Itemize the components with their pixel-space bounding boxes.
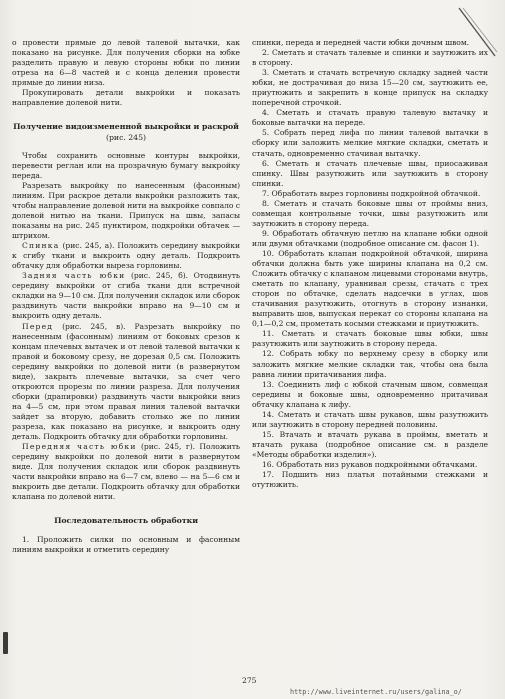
list-item: 12. Собрать юбку по верхнему срезу в сборку или заложить мягкие мелкие складки так, чтобы она была равна линии притачивания лифа. <box>252 349 488 379</box>
part-label: Задняя часть юбки <box>22 271 126 281</box>
paragraph-text: (рис. 245, г). Положить середину выкройки по долевой нити в развернутом виде. Для получения складок или сборок раздвинуть части выкройки вправо на 6—7 см, влево — на 5—6 см и выкроить две детали. Подкроить обтачку для обработки клапана по долевой нити. <box>12 442 240 502</box>
list-item: 7. Обработать вырез горловины подкройной обтачкой. <box>262 188 481 198</box>
paragraph: Разрезать выкройку по нанесенным (фасонным) линиям. При раскрое детали выкройки разложить так, чтобы направление долевой нити на выкройке совпало с долевой нитью на ткани. Припуск на швы, запасы показаны на рис. 245 пунктиром, подкройки обтачек — штрихом. <box>12 180 240 241</box>
list-item: 4. Сметать и стачать правую талевую вытачку и боковые вытачки на переде. <box>252 108 488 128</box>
list-item: 3. Сметать и стачать встречную складку задней части юбки, не дострачивая до низа 15—20 см, заутюжить ее, приутюжить и закрепить в конце припуск на складку поперечной строчкой. <box>252 68 488 108</box>
list-item: 8. Сметать и стачать боковые швы от проймы вниз, совмещая контрольные точки, швы разутюжить или заутюжить в сторону переда. <box>252 198 488 228</box>
page-number: 275 <box>242 676 257 685</box>
paragraph: Чтобы сохранить основные контуры выкройки, перевести реглан или на прозрачную бумагу выкройку переда. <box>12 150 240 180</box>
paragraph: 1. Проложить силки по основным и фасонным линиям выкройки и отметить середину <box>12 534 240 554</box>
paragraph: Прокупировать детали выкройки и показать направление долевой нити. <box>12 88 240 108</box>
list-item: 2. Сметать и стачать талевые и спинки и заутюжить их в сторону. <box>252 48 488 68</box>
part-label: Передняя часть юбки <box>22 442 137 452</box>
section-heading <box>12 122 240 142</box>
paragraph: о провести прямые до левой талевой вытачки, как показано на рисунке. Для получения сборки на юбке разделить правую и левую стороны юбки по линии отреза на 6—8 частей и с конца деления провести прямые до линии низа. <box>12 38 240 88</box>
list-item: 5. Собрать перед лифа по линии талевой вытачки в сборку или заложить мелкие мягкие складки, сметать и стачать, одновременно стачивая вытачку. <box>252 128 488 158</box>
list-item: 17. Подшить низ платья потайными стежками и отутюжить. <box>252 470 488 490</box>
watermark-url: http://www.liveinternet.ru/users/galina_o/ <box>290 688 462 696</box>
left-column <box>12 38 240 555</box>
list-item: 13. Соединить лиф с юбкой стачным швом, совмещая середины и боковые швы, одновременно притачивая обтачку клапана к лифу. <box>252 379 488 409</box>
heading-ref: (рис. 245) <box>106 132 146 142</box>
paragraph <box>12 241 240 271</box>
part-label: Перед <box>22 321 54 331</box>
heading-text: Получение видоизмененной выкройки и раскрой <box>13 122 239 132</box>
list-item: 9. Обработать обтачную петлю на клапане юбки одной или двумя обтачками (подробное описание см. фасон 1). <box>252 228 488 248</box>
paragraph-text: (рис. 245, в). Разрезать выкройку по нанесенным (фасонным) линиям от боковых срезов к концам плечевых вытачек и от левой талевой вытачки к правой и боковому срезу, не дорезая 0,5 см. Положить середину выкройки по долевой нити (в развернутом виде), закрыть плечевые вытачки, за счет чего откроются прорезы по линии разреза. Для получения сборки (драпировки) раздвинуть части выкройки вниз на 4—5 см, при этом правая линия талевой вытачки зайдет за вторую, добавить столько же по линии разреза, как показано на рисунке, и выкроить одну деталь. Подкроить обтачку для обработки горловины. <box>12 321 240 442</box>
list-item: 15. Втачать и втачать рукава в проймы, вметать и втачать рукава (подробное описание см. в разделе «Методы обработки изделия»). <box>252 429 488 459</box>
paragraph-text: (рис. 245, а). Положить середину выкройки к сгибу ткани и выкроить одну деталь. Подкроить обтачку для обработки выреза горловины. <box>12 241 240 271</box>
list-item: 14. Сметать и стачать швы рукавов, швы разутюжить или заутюжить в сторону передней половины. <box>252 409 488 429</box>
paragraph <box>12 271 240 321</box>
section-heading: Последовательность обработки <box>54 516 198 526</box>
paragraph <box>12 322 240 443</box>
list-item: 16. Обработать низ рукавов подкройными обтачками. <box>262 459 478 469</box>
binding-mark <box>3 632 8 654</box>
paragraph: спинки, переда и передней части юбки дочным швом. <box>252 38 470 47</box>
list-item: 6. Сметать и стачать плечевые швы, приосаживая спинку. Швы разутюжить или заутюжить в сторону спинки. <box>252 158 488 188</box>
list-item: 10. Обработать клапан подкройной обтачкой, ширина обтачки должна быть уже ширины клапана на 0,2 см. Сложить обтачку с клапаном лицевыми сторонами внутрь, сметать по клапану, уравнивая срезы, стачать с трех сторон по обтачке, сделать надсечки в углах, шов стачивания разутюжить, отогнуть в сторону изнанки, выправить шов, выпуская перекат со стороны клапана на 0,1—0,2 см, прометать косыми стежками и приутюжить. <box>252 248 488 329</box>
paragraph <box>12 442 240 502</box>
list-item: 11. Сметать и стачать боковые швы юбки, швы разутюжить или заутюжить в сторону переда. <box>252 329 488 349</box>
paragraph-text: (рис. 245, б). Отодвинуть середину выкройки от сгиба ткани для встречной складки на 9—10 см. Для получения складок или сборок раздвинуть части выкройки вправо на 9—10 см и выкроить одну деталь. <box>12 271 240 321</box>
right-column <box>252 38 488 490</box>
part-label: Спинка <box>22 241 60 251</box>
